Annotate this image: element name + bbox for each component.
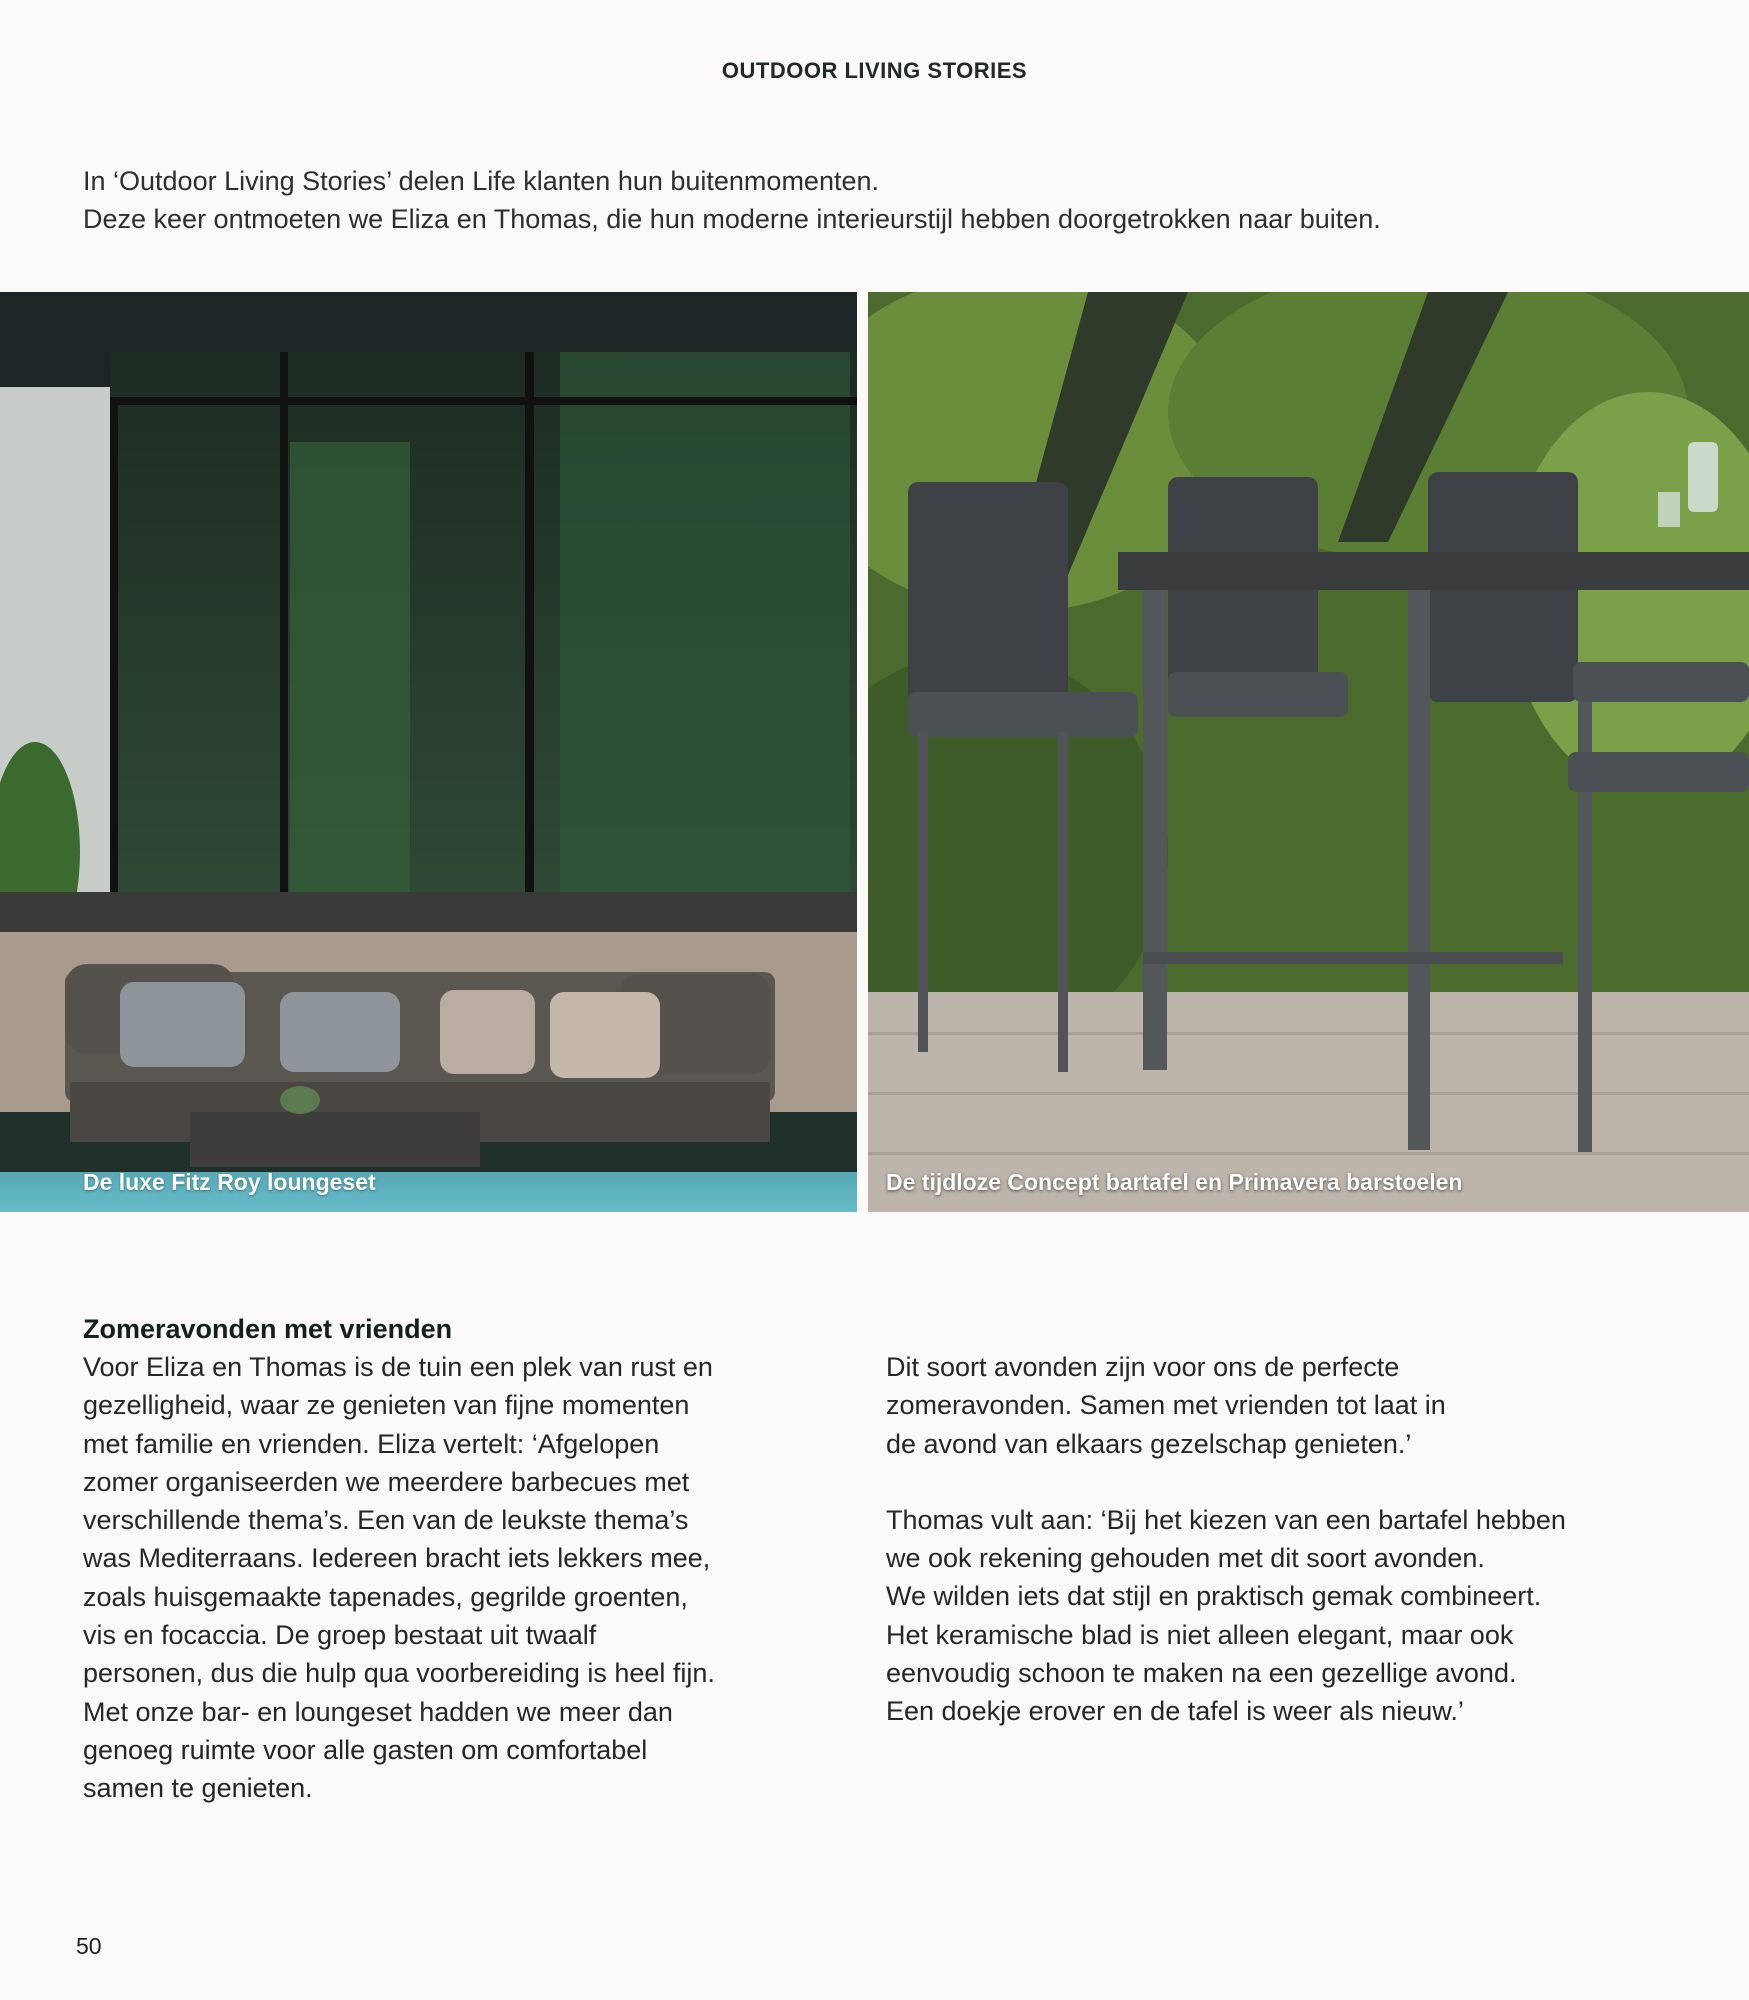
bar-table-photo bbox=[868, 292, 1749, 1212]
lounge-set-photo bbox=[0, 292, 857, 1212]
bar-table-illustration bbox=[868, 292, 1749, 1212]
article-left-column bbox=[83, 1310, 803, 1808]
article-heading: Zomeravonden met vrienden bbox=[83, 1314, 453, 1344]
page-number: 50 bbox=[76, 1933, 102, 1959]
page-header: OUTDOOR LIVING STORIES bbox=[721, 58, 1028, 83]
article-right-column bbox=[886, 1348, 1666, 1731]
bar-table-caption: De tijdloze Concept bartafel en Primavera barstoelen bbox=[886, 1169, 1463, 1195]
intro-line-2: Deze keer ontmoeten we Eliza en Thomas, die hun moderne interieurstijl hebben doorgetrokken naar buiten. bbox=[83, 204, 1381, 234]
intro-text bbox=[83, 162, 1683, 238]
lounge-set-caption: De luxe Fitz Roy loungeset bbox=[83, 1169, 376, 1195]
article-left-text: Voor Eliza en Thomas is de tuin een plek van rust en gezelligheid, waar ze genieten van fijne momenten met familie en vrienden. Eliza vertelt: ‘Afgelopen zomer organiseerden we meerdere barbecues met verschillende thema’s. Een van de leukste thema’s was Mediterraans. Iedereen bracht iets lekkers mee, zoals huisgemaakte tapenades, gegrilde groenten, vis en focaccia. De groep bestaat uit twaalf personen, dus die hulp qua voorbereiding is heel fijn. Met onze bar- en loungeset hadden we meer dan genoeg ruimte voor alle gasten om comfortabel samen te genieten. bbox=[83, 1352, 715, 1804]
article-right-text-1: Dit soort avonden zijn voor ons de perfecte zomeravonden. Samen met vrienden tot laat in de avond van elkaars gezelschap genieten.’ bbox=[886, 1352, 1446, 1459]
lounge-set-illustration bbox=[0, 292, 857, 1212]
intro-line-1: In ‘Outdoor Living Stories’ delen Life klanten hun buitenmomenten. bbox=[83, 166, 879, 196]
article-right-text-2: Thomas vult aan: ‘Bij het kiezen van een bartafel hebben we ook rekening gehouden met dit soort avonden. We wilden iets dat stijl en praktisch gemak combineert. Het keramische blad is niet alleen elegant, maar ook eenvoudig schoon te maken na een gezellige avond. Een doekje erover en de tafel is weer als nieuw.’ bbox=[886, 1504, 1566, 1727]
